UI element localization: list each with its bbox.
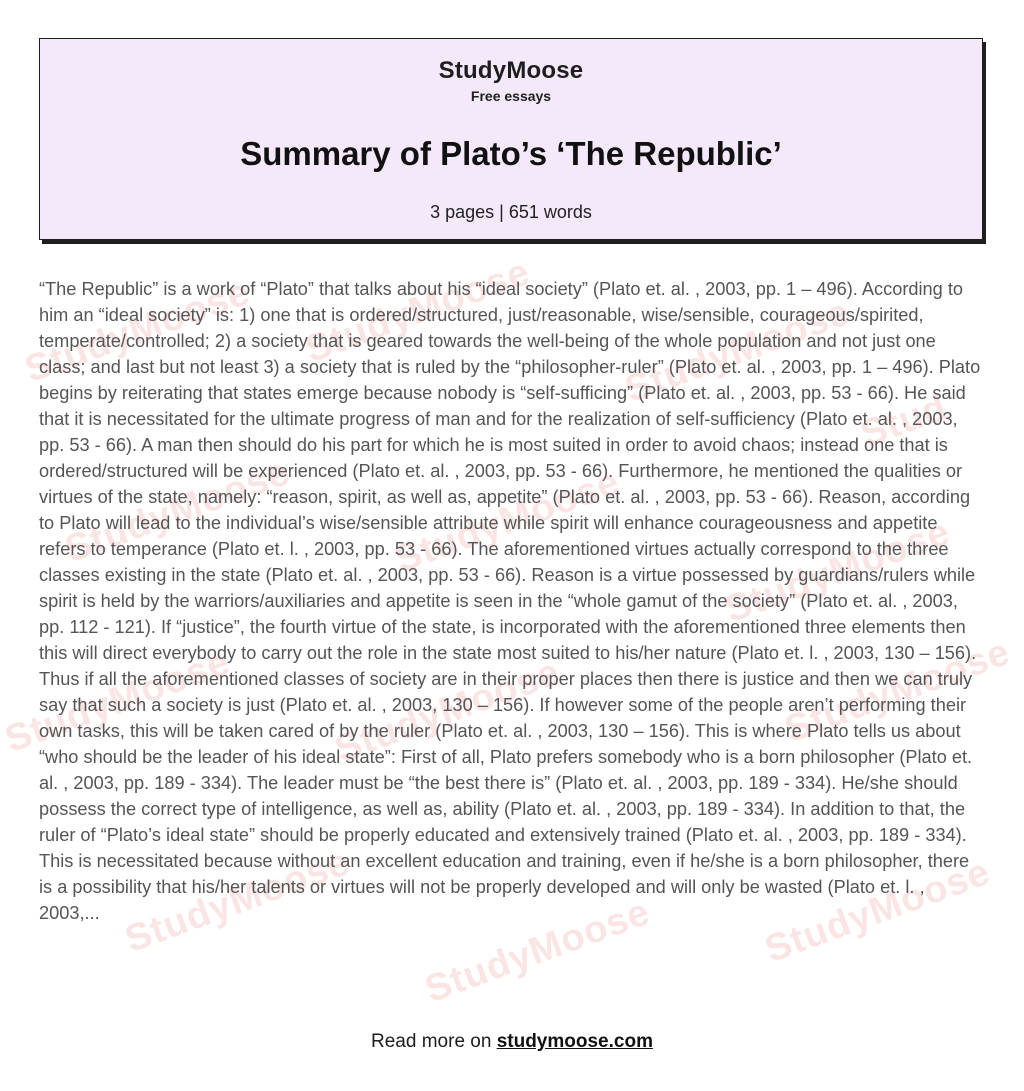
watermark: StudyMoose — [389, 460, 626, 582]
watermark: StudyMoose — [329, 650, 566, 772]
watermark: StudyMoose — [299, 250, 536, 372]
watermark: StudyMoose — [119, 840, 356, 962]
read-more-footer — [0, 1031, 1024, 1053]
watermark: StudyMoose — [619, 290, 856, 412]
watermark: StudyMoose — [59, 450, 296, 572]
watermark: StudyMoose — [719, 510, 956, 632]
watermark: StudyMoose — [19, 270, 256, 392]
watermark: StudyMoose — [779, 630, 1016, 752]
read-more-label: Read more on — [371, 1031, 497, 1052]
essay-meta: 3 pages | 651 words — [430, 202, 592, 222]
essay-header-card — [39, 38, 983, 240]
watermark: StudyMoose — [0, 640, 236, 762]
essay-body: “The Republic” is a work of “Plato” that talks about his “ideal society” (Plato et. al. , 2003, pp. 1 – 496). According to him an “ideal society” is: 1) one that is ordered/structured, just/reasonable, wise/sensible, courageous/spirited, temperate/controlled; 2) a society that is geared towards the well-being of the whole population and not just one class; and last but not least 3) a society that is ruled by the “philosopher-ruler” (Plato et. al. , 2003, pp. 1 – 496). Plato begins by reiterating that states emerge because nobody is “self-sufficing” (Plato et. al. , 2003, pp. 53 - 66). He said that it is necessitated for the ultimate progress of man and for the realization of self-sufficiency (Plato et. al. , 2003, pp. 53 - 66). A man then should do his part for which he is most suited in order to avoid chaos; instead one that is ordered/structured will be experienced (Plato et. al. , 2003, pp. 53 - 66). Furthermore, he mentioned the qualities or virtues of the state, namely: “reason, spirit, as well as, appetite” (Plato et. al. , 2003, pp. 53 - 66). Reason, according to Plato will lead to the individual’s wise/sensible attribute while spirit will enhance courageousness and appetite refers to temperance (Plato et. l. , 2003, pp. 53 - 66). The aforementioned virtues actually correspond to the three classes existing in the state (Plato et. al. , 2003, pp. 53 - 66). Reason is a virtue possessed by guardians/rulers while spirit is held by the warriors/auxiliaries and appetite is seen in the “whole gamut of the society” (Plato et. al. , 2003, pp. 112 - 121). If “justice”, the fourth virtue of the state, is incorporated with the aforementioned three elements then this will direct everybody to carry out the role in the state most suited to his/her nature (Plato et. l. , 2003, 130 – 156). Thus if all the aforementioned classes of society are in their proper places then there is justice and then we can truly say that such a society is just (Plato et. al. , 2003, 130 – 156). If however some of the people aren’t performing their own tasks, this will be taken cared of by the ruler (Plato et. al. , 2003, 130 – 156). This is where Plato tells us about “who should be the leader of his ideal state”: First of all, Plato prefers somebody who is a born philosopher (Plato et. al. , 2003, pp. 189 - 334). The leader must be “the best there is” (Plato et. al. , 2003, pp. 189 - 334). He/she should possess the correct type of intelligence, as well as, ability (Plato et. al. , 2003, pp. 189 - 334). In addition to that, the ruler of “Plato’s ideal state” should be properly educated and extensively trained (Plato et. al. , 2003, pp. 189 - 334). This is necessitated because without an excellent education and training, even if he/she is a born philosopher, there is a possibility that his/her talents or virtues will not be properly developed and will only be wasted (Plato et. l. , 2003,... — [39, 279, 981, 923]
essay-title: Summary of Plato’s ‘The Republic’ — [240, 135, 782, 172]
watermark: Stud — [855, 386, 953, 456]
site-logo[interactable]: StudyMoose — [438, 57, 584, 84]
watermark: StudyMoose — [419, 890, 656, 1012]
site-tagline: Free essays — [470, 88, 552, 104]
watermark: StudyMoose — [759, 850, 996, 972]
read-more-link[interactable]: studymoose.com — [496, 1031, 653, 1052]
